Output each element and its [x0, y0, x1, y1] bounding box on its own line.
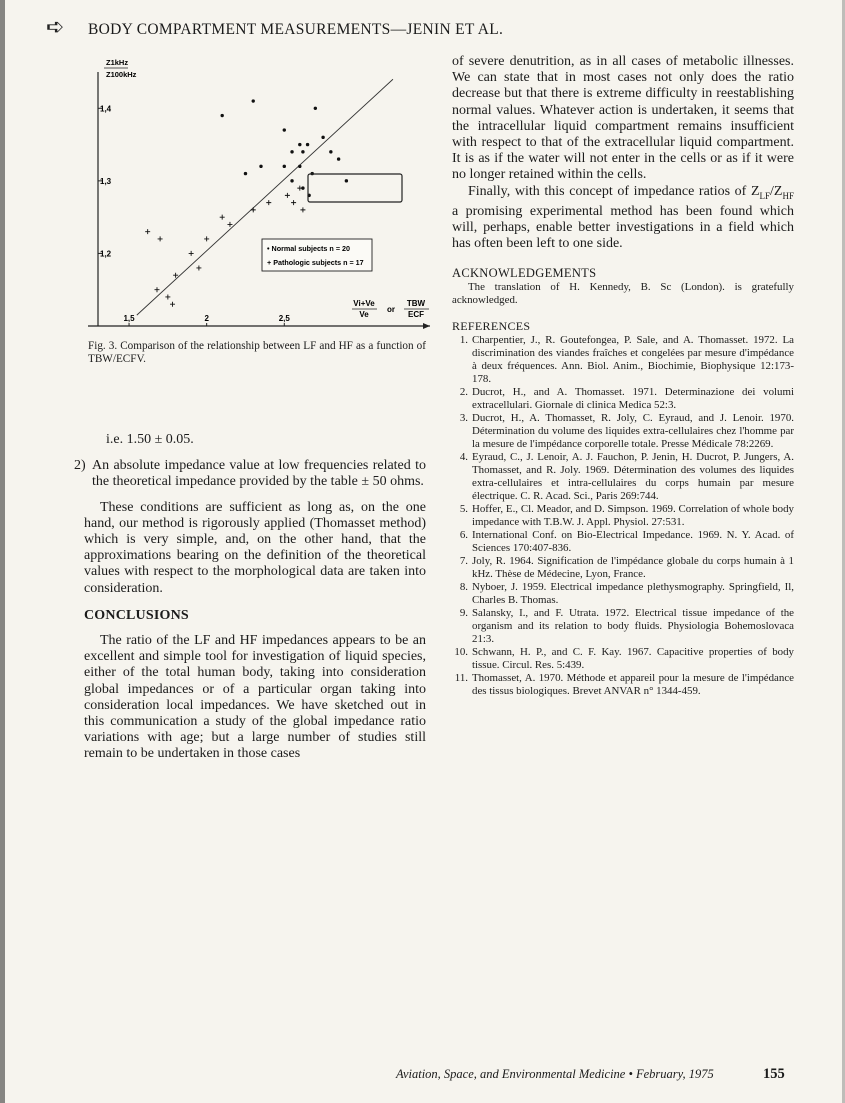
right-column [452, 54, 794, 698]
data-point-normal [321, 136, 324, 139]
data-point-normal [337, 157, 340, 160]
reference-text: Charpentier, J., R. Goutefongea, P. Sale, and A. Thomasset. 1972. La discrimination des viandes fraîches et congelées par mesure d'impédance à deux fréquences. Ann. Biol. Anim., Biochimie, Biophysique 12:173-178. [472, 334, 794, 386]
reference-number: 7. [459, 555, 468, 568]
data-point-pathologic [165, 294, 170, 299]
x-label-or: or [387, 305, 395, 314]
data-point-normal [259, 165, 262, 168]
paragraph-finally-start: Finally, with this concept of impedance ratios of [468, 183, 751, 199]
data-point-normal [283, 165, 286, 168]
list-item-text: An absolute impedance value at low frequencies related to the theoretical impedance provided by the table ± 50 ohms. [92, 458, 426, 490]
y-label-bottom: Z100kHz [106, 70, 137, 79]
x-ticks [123, 314, 290, 326]
reference-item [452, 334, 794, 386]
reference-item [452, 607, 794, 646]
data-point-pathologic [204, 236, 209, 241]
reference-text: Schwann, H. P., and C. F. Kay. 1967. Capacitive properties of body tissue. Circul. Res. 5:439. [472, 646, 794, 672]
reference-list [452, 334, 794, 698]
data-point-normal [298, 143, 301, 146]
x-label-left-den: Ve [359, 310, 369, 319]
paragraph-denutrition: of severe denutrition, as in all cases of metabolic illnesses. We can state that in most cases not only does the ratio decrease but that there is extreme difficulty in reestablishing normal values. Whatever action is undertaken, it seems that the intracellular liquid compartment remains insufficient with respect to that of the extracellular liquid compartment. It is as if the water will not enter in the cells or as if it were no longer retained within the cells. [452, 54, 794, 183]
reference-item [452, 386, 794, 412]
reference-text: Ducrot, H., A. Thomasset, R. Joly, C. Eyraud, and J. Lenoir. 1970. Détermination du volume des liquides extra-cellulaires chez l'homme par la mesure de l'impédance corporelle totale. Presse Médicale 78:2269. [472, 412, 794, 451]
regression-line [137, 79, 393, 315]
reference-number: 11. [454, 672, 468, 685]
data-point-pathologic [154, 287, 159, 292]
reference-text: Joly, R. 1964. Signification de l'impédance globale du corps humain à 1 kHz. Thèse de Médecine, Lyon, France. [472, 555, 794, 581]
reference-number: 3. [459, 412, 468, 425]
ratio-slash-z: /Z [770, 183, 783, 199]
running-head: BODY COMPARTMENT MEASUREMENTS—JENIN ET AL. [88, 21, 504, 38]
acknowledgements-text: The translation of H. Kennedy, B. Sc (London). is gratefully acknowledged. [452, 281, 794, 307]
y-tick-label: 1,3 [100, 176, 112, 186]
y-ticks [98, 104, 112, 258]
page-number: 155 [763, 1066, 785, 1082]
data-point-normal [290, 150, 293, 153]
data-point-pathologic [173, 273, 178, 278]
data-point-pathologic [300, 207, 305, 212]
reference-item [452, 503, 794, 529]
references-heading: REFERENCES [452, 319, 531, 334]
y-label-top: Z1kHz [106, 58, 129, 67]
paragraph-conditions: These conditions are sufficient as long as, on the one hand, our method is rigorously applied (Thomasset method) which is very simple, and, on the other hand, that the approximations bearing on the definition of the theoretical values with respect to the morphological data are taken into consideration. [84, 499, 426, 596]
reference-item [452, 451, 794, 503]
paragraph-finally [452, 184, 794, 253]
reference-text: Salansky, I., and F. Utrata. 1972. Electrical tissue impedance of the organism and its relation to body fluids. Physiologia Bohemoslovaca 21:3. [472, 607, 794, 646]
x-label-right-num: TBW [406, 299, 426, 308]
data-point-pathologic [220, 215, 225, 220]
figure-3 [84, 52, 434, 338]
reference-item [452, 555, 794, 581]
acknowledgements-heading: ACKNOWLEDGEMENTS [452, 266, 597, 281]
data-point-pathologic [251, 207, 256, 212]
data-point-pathologic [285, 193, 290, 198]
reference-text: Thomasset, A. 1970. Méthode et appareil pour la mesure de l'impédance des tissus biologiques. Brevet ANVAR n° 1344-459. [472, 672, 794, 698]
x-axis-title [352, 299, 429, 319]
data-point-pathologic [196, 265, 201, 270]
reference-number: 9. [459, 607, 468, 620]
journal-footer: Aviation, Space, and Environmental Medicine • February, 1975 [396, 1067, 714, 1081]
data-points [145, 99, 351, 306]
x-label-right-den: ECF [408, 310, 424, 319]
data-point-normal [301, 150, 304, 153]
reference-item [452, 672, 794, 698]
y-tick-label: 1,4 [100, 104, 112, 114]
reference-text: Ducrot, H., and A. Thomasset. 1971. Determinazione dei volumi extracellulari. Giornale di clinica Medica 52:3. [472, 386, 794, 412]
paragraph-finally-end: a promising experimental method has been found which will, perhaps, enable better investigations in a field which has often been left to one side. [452, 203, 794, 252]
reference-number: 1. [459, 334, 468, 347]
data-point-normal [298, 165, 301, 168]
left-column [74, 432, 426, 763]
y-axis-title [104, 58, 137, 79]
figure-caption: Fig. 3. Comparison of the relationship between LF and HF as a function of TBW/ECFV. [88, 340, 426, 365]
reference-number: 10. [454, 646, 468, 659]
x-tick-label: 2 [204, 314, 209, 323]
data-point-normal [290, 179, 293, 182]
data-point-normal [306, 143, 309, 146]
data-point-normal [220, 114, 223, 117]
data-point-pathologic [266, 200, 271, 205]
scan-edge-left [0, 0, 5, 1103]
data-point-normal [329, 150, 332, 153]
paragraph-conclusions: The ratio of the LF and HF impedances appears to be an excellent and simple tool for investigation of liquid species, either of the total human body, taking into consideration global impedances or of a particular organ taking into consideration local impedances. We have sketched out in this communication a study of the global impedance ratio variations with age; but a large number of studies still remain to be undertaken in those cases [84, 633, 426, 762]
data-point-pathologic [227, 222, 232, 227]
reference-number: 4. [459, 451, 468, 464]
x-tick-label: 1,5 [123, 314, 135, 323]
reference-item [452, 412, 794, 451]
data-point-normal [244, 172, 247, 175]
y-tick-label: 1,2 [100, 249, 112, 259]
reference-item [452, 646, 794, 672]
empty-box [308, 174, 402, 202]
data-point-pathologic [297, 186, 302, 191]
legend-pathologic: + Pathologic subjects n = 17 [267, 258, 364, 267]
data-point-normal [252, 99, 255, 102]
ratio-lf: LF [759, 190, 771, 201]
data-point-normal [283, 128, 286, 131]
data-point-normal [345, 179, 348, 182]
reference-number: 2. [459, 386, 468, 399]
x-tick-label: 2,5 [278, 314, 290, 323]
page-corner-mark-icon: ➪ [46, 14, 65, 39]
data-point-pathologic [170, 302, 175, 307]
reference-number: 5. [459, 503, 468, 516]
data-point-pathologic [145, 229, 150, 234]
section-heading-conclusions: CONCLUSIONS [84, 607, 189, 623]
legend-normal: • Normal subjects n = 20 [267, 244, 351, 253]
reference-text: Nyboer, J. 1959. Electrical impedance plethysmography. Springfield, Il, Charles B. Thomas. [472, 581, 794, 607]
reference-item [452, 581, 794, 607]
reference-text: Hoffer, E., Cl. Meador, and D. Simpson. 1969. Correlation of whole body impedance with T.B.W. J. Appl. Physiol. 27:531. [472, 503, 794, 529]
ratio-z: Z [750, 183, 760, 199]
x-axis-arrow [423, 323, 430, 329]
ie-line: i.e. 1.50 ± 0.05. [106, 432, 194, 447]
list-number: 2) [74, 458, 86, 474]
data-point-pathologic [291, 200, 296, 205]
reference-item [452, 529, 794, 555]
data-point-normal [314, 107, 317, 110]
legend-box [262, 239, 372, 271]
reference-text: Eyraud, C., J. Lenoir, A. J. Fauchon, P. Jenin, H. Ducrot, P. Jungers, A. Thomasset, and R. Joly. 1969. Détermination des volumes des liquides extra-cellulaires et intra-cellulaires du corps humain par mesure électrique. C. R. Acad. Sci., Paris 269:744. [472, 451, 794, 503]
x-label-left-num: Vi+Ve [353, 299, 375, 308]
reference-number: 6. [459, 529, 468, 542]
ratio-hf: HF [782, 190, 794, 201]
reference-text: International Conf. on Bio-Electrical Impedance. 1969. N. Y. Acad. of Sciences 170:407-836. [472, 529, 794, 555]
data-point-pathologic [189, 251, 194, 256]
reference-number: 8. [459, 581, 468, 594]
scatter-chart [84, 52, 434, 338]
list-item-2 [74, 458, 426, 490]
data-point-pathologic [158, 236, 163, 241]
